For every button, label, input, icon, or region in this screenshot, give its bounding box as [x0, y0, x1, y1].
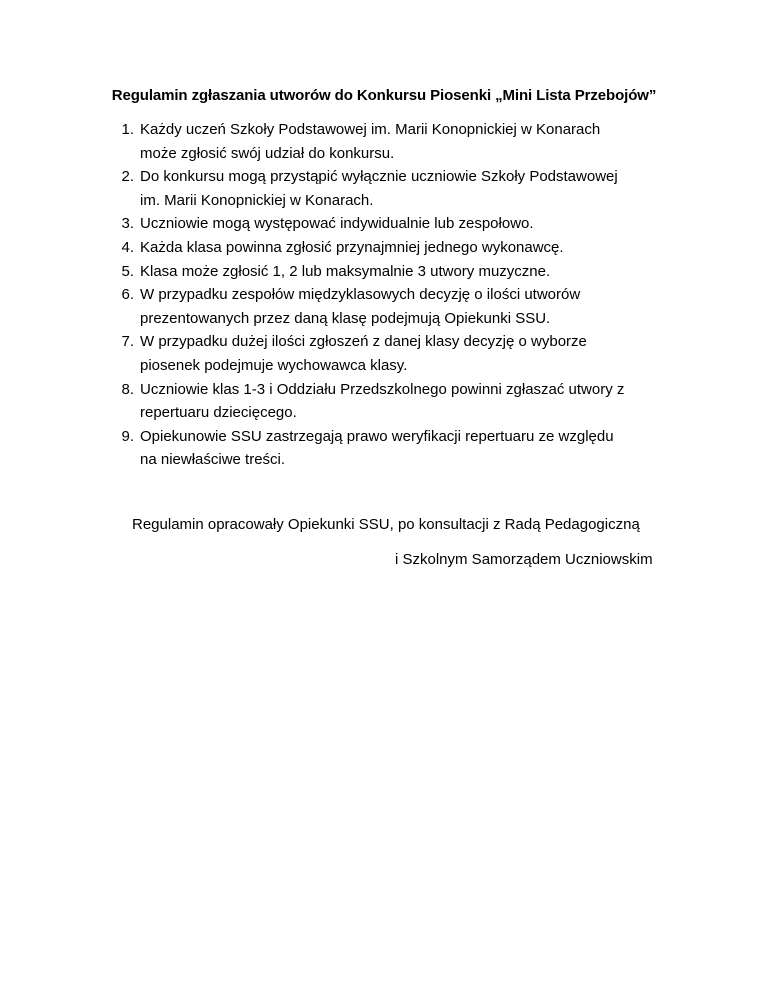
rule-number: 7.: [121, 333, 134, 351]
rule-text-line: Opiekunowie SSU zastrzegają prawo weryfikacji repertuaru ze względu: [140, 427, 614, 445]
rule-number: 1.: [121, 121, 134, 138]
rule-item-5: [107, 260, 687, 284]
document-title: Regulamin zgłaszania utworów do Konkursu Piosenki „Mini Lista Przebojów”: [111, 87, 657, 104]
rule-text-line: Klasa może zgłosić 1, 2 lub maksymalnie 3 utwory muzyczne.: [140, 262, 551, 280]
rule-item-6: [107, 283, 687, 330]
rule-text-line: repertuaru dziecięcego.: [140, 404, 297, 422]
rule-text-line: Uczniowie klas 1-3 i Oddziału Przedszkolnego powinni zgłaszać utwory z: [140, 380, 625, 398]
rule-item-2: [107, 165, 687, 212]
rule-text-line: Każda klasa powinna zgłosić przynajmniej jednego wykonawcę.: [140, 238, 564, 256]
rule-text-line: na niewłaściwe treści.: [140, 451, 286, 469]
rule-number: 6.: [121, 286, 134, 304]
rule-item-1: [107, 118, 687, 165]
rule-item-9: [107, 425, 687, 472]
rule-text-line: W przypadku zespołów międzyklasowych decyzję o ilości utworów: [140, 286, 581, 304]
rule-text-line: W przypadku dużej ilości zgłoszeń z danej klasy decyzję o wyborze: [140, 333, 587, 351]
rule-text-line: Uczniowie mogą występować indywidualnie lub zespołowo.: [140, 215, 534, 233]
rule-number: 2.: [121, 168, 134, 186]
footer-note-continued: i Szkolnym Samorządem Uczniowskim: [395, 551, 653, 568]
rule-number: 3.: [121, 215, 134, 233]
rule-item-3: [107, 212, 687, 236]
rule-item-4: [107, 236, 687, 260]
footer-note: Regulamin opracowały Opiekunki SSU, po konsultacji z Radą Pedagogiczną: [132, 516, 640, 533]
rule-text-line: piosenek podejmuje wychowawca klasy.: [140, 356, 408, 374]
rule-text-line: może zgłosić swój udział do konkursu.: [140, 144, 395, 162]
rule-text-line: Do konkursu mogą przystąpić wyłącznie uczniowie Szkoły Podstawowej: [140, 168, 618, 186]
rule-text-line: Każdy uczeń Szkoły Podstawowej im. Marii Konopnickiej w Konarach: [140, 121, 601, 138]
rule-number: 5.: [121, 262, 134, 280]
rule-number: 4.: [121, 238, 134, 256]
rule-number: 8.: [121, 380, 134, 398]
rules-list: [107, 118, 687, 472]
rule-number: 9.: [121, 427, 134, 445]
rule-text-line: prezentowanych przez daną klasę podejmują Opiekunki SSU.: [140, 309, 551, 327]
rule-item-8: [107, 378, 687, 425]
rule-text-line: im. Marii Konopnickiej w Konarach.: [140, 191, 374, 209]
rule-item-7: [107, 330, 687, 377]
